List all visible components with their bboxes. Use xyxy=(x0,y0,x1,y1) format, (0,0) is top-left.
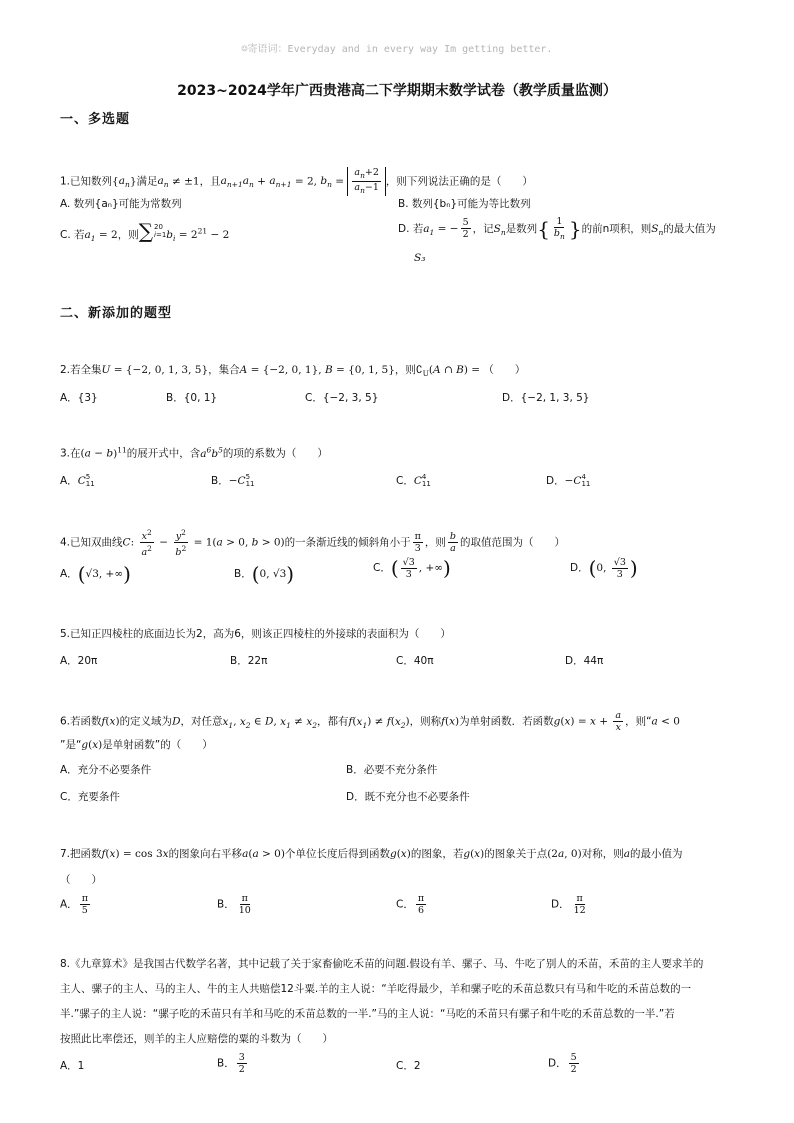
q5-option-b: B．22π xyxy=(230,655,268,667)
q1-option-a: A. 数列{aₙ}可能为常数列 xyxy=(60,198,182,210)
q8-option-a: A．1 xyxy=(60,1060,85,1072)
question-6-line-2: ”是“g(x)是单射函数”的（ ） xyxy=(60,739,213,751)
question-8-line-4: 按照此比率偿还，则羊的主人应赔偿的粟的斗数为（ ） xyxy=(60,1033,333,1045)
q3-option-b: B．−C 5 11 xyxy=(211,473,255,488)
q1-option-b: B. 数列{bₙ}可能为等比数列 xyxy=(398,198,531,210)
q7-option-c: C． $\frac{\pi}{6}$ xyxy=(396,893,425,916)
q3-option-d: D．−C 4 11 xyxy=(546,473,591,488)
question-3: 3.在$(a - b)^{11}$的展开式中，含$a^6b^5$的项的系数为（ ） xyxy=(60,445,328,460)
q7-option-b: B． $\frac{\pi}{10}$ xyxy=(217,893,251,916)
q8-option-b: B． $\frac{3}{2}$ xyxy=(217,1052,245,1075)
question-4: 4.已知双曲线C: $\frac{x^2}{a^2}$ − $\frac{y^2}{b^2}$ = 1(a > 0, b > 0)的一条渐近线的倾斜角小于 $\frac{\pi}{3}$ ，则 $\frac{b}{a}$ 的取值范围为（ ） xyxy=(60,528,565,559)
q4-option-d: D．(0, $\frac{√3}{3}$ ) xyxy=(570,556,638,580)
q6-option-b: B．必要不充分条件 xyxy=(346,764,438,776)
q5-option-c: C．40π xyxy=(396,655,434,667)
q8-option-c: C．2 xyxy=(396,1060,421,1072)
q4-option-a: A．(√3, +∞) xyxy=(60,562,131,586)
q3-option-a: A．C 5 11 xyxy=(60,473,95,488)
section-heading-2: 二、新添加的题型 xyxy=(60,306,173,321)
q1-option-d: D. 若$a_1$ = − $\frac{5}{2}$ ，记$S_n$是数列{ $\frac{1}{b_n}$ }的前n项积，则$S_n$的最大值为 xyxy=(398,216,716,241)
q6-option-a: A．充分不必要条件 xyxy=(60,764,152,776)
question-1: 1.已知数列$\{a_n\}$满足$a_n \ne \pm 1$，且$a_{n+1}a_n + a_{n+1} = 2$, $b_n$ = $\frac{a_n+2}{a_n-1}$ ，则下列说法正确的是（ ） xyxy=(60,167,533,195)
q4-option-c: C．( $\frac{√3}{3}$ , +∞) xyxy=(373,556,451,580)
question-7-line-2: （ ） xyxy=(60,874,102,886)
q1-option-c: C. 若$a_1 = 2$，则 ∑ 20 i=1 $b_i = 2^{21} - 2$ xyxy=(60,219,230,244)
q7-option-d: D． $\frac{\pi}{12}$ xyxy=(551,893,586,916)
question-8-line-2: 主人、骡子的主人、马的主人、牛的主人共赔偿12斗粟.羊的主人说：“羊吃得最少，羊和骡子吃的禾苗总数只有马和牛吃的禾苗总数的一 xyxy=(60,983,692,995)
question-6: 6.若函数f(x)的定义域为D，对任意$x_1$, $x_2$ ∈ D, $x_1 \ne x_2$，都有$f(x_1) \ne f(x_2)$，则称f(x)为单射函数．若函数g(x) = x + $\frac{a}{x}$ ，则“a < 0 xyxy=(60,710,680,733)
q6-option-c: C．充要条件 xyxy=(60,791,120,803)
question-5: 5.已知正四棱柱的底面边长为2，高为6，则该正四棱柱的外接球的表面积为（ ） xyxy=(60,628,451,640)
q2-option-a: A．{3} xyxy=(60,392,98,404)
q6-option-d: D．既不充分也不必要条件 xyxy=(346,791,470,803)
question-8-line-3: 半.”骡子的主人说：“骡子吃的禾苗只有羊和马吃的禾苗总数的一半.”马的主人说：“马吃的禾苗只有骡子和牛吃的禾苗总数的一半.”若 xyxy=(60,1008,675,1020)
q2-option-d: D．{−2, 1, 3, 5} xyxy=(502,392,590,404)
q5-option-d: D．44π xyxy=(565,655,604,667)
q5-option-a: A．20π xyxy=(60,655,98,667)
q2-option-b: B．{0, 1} xyxy=(166,392,218,404)
q1-option-d-answer: S₃ xyxy=(414,252,426,264)
section-heading-1: 一、多选题 xyxy=(60,112,131,127)
q3-option-c: C．C 4 11 xyxy=(396,473,431,488)
q7-option-a: A． $\frac{\pi}{5}$ xyxy=(60,893,88,916)
watermark: ☺寄语词：Everyday and in every way Im getting better. xyxy=(241,44,553,55)
question-7: 7.把函数f(x) = cos 3x的图象向右平移a(a > 0)个单位长度后得到函数g(x)的图象，若g(x)的图象关于点(2a, 0)对称，则a的最小值为 xyxy=(60,848,683,860)
page-title: 2023~2024学年广西贵港高二下学期期末数学试卷（教学质量监测） xyxy=(177,83,617,99)
q8-option-d: D． $\frac{5}{2}$ xyxy=(548,1052,577,1075)
q4-option-b: B．(0, √3) xyxy=(234,562,295,586)
question-2: 2.若全集U = {−2, 0, 1, 3, 5}，集合A = {−2, 0, 1}, B = {0, 1, 5}，则$∁_U(A$ ∩ B) = （ ） xyxy=(60,364,526,379)
question-8-line-1: 8.《九章算术》是我国古代数学名著，其中记载了关于家畜偷吃禾苗的问题.假设有羊、骡子、马、牛吃了别人的禾苗，禾苗的主人要求羊的 xyxy=(60,958,704,970)
q2-option-c: C．{−2, 3, 5} xyxy=(305,392,379,404)
